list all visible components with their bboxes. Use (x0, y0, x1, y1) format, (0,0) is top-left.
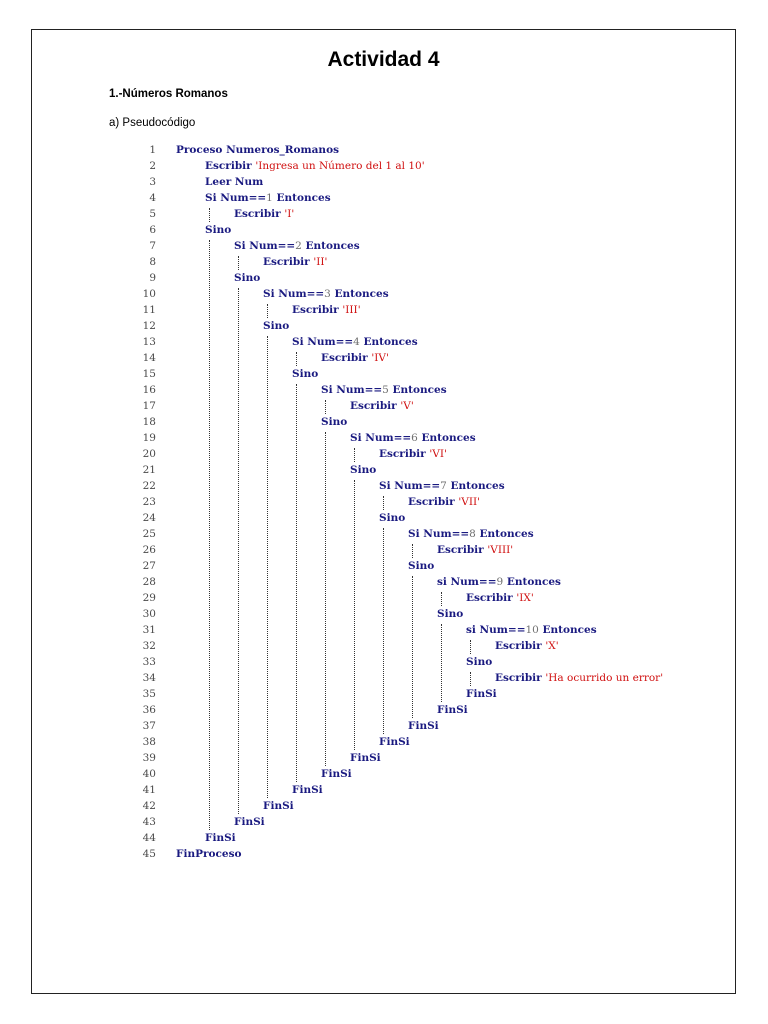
number-literal: 4 (353, 336, 360, 348)
number-literal: 2 (295, 240, 302, 252)
line-number: 38 (142, 736, 156, 748)
line-number: 8 (149, 256, 156, 268)
block-guide-line (267, 304, 268, 318)
keyword-token: si Num== (437, 576, 497, 588)
line-number: 13 (142, 336, 156, 348)
line-number: 34 (142, 672, 156, 684)
number-literal: 8 (469, 528, 476, 540)
string-literal: 'VII' (458, 496, 481, 508)
line-number: 26 (142, 544, 156, 556)
keyword-token: FinSi (263, 800, 294, 812)
number-literal: 5 (382, 384, 389, 396)
string-literal: 'I' (284, 208, 295, 220)
block-guide-line (354, 448, 355, 462)
block-guide-line (441, 624, 442, 702)
keyword-token: Sino (205, 224, 232, 236)
block-guide-line (238, 256, 239, 270)
code-text (234, 238, 360, 254)
subsection-heading: a) Pseudocódigo (109, 117, 196, 129)
code-text (437, 542, 513, 558)
keyword-token: Escribir (379, 448, 430, 460)
line-number: 36 (142, 704, 156, 716)
keyword-token: Sino (437, 608, 464, 620)
line-number: 24 (142, 512, 156, 524)
keyword-token: Si Num== (321, 384, 383, 396)
document-page (31, 29, 736, 994)
code-text (408, 526, 534, 542)
keyword-token: FinSi (437, 704, 468, 716)
pseudocode-listing (112, 142, 732, 872)
code-text (234, 814, 265, 830)
code-text (350, 462, 376, 478)
line-number: 29 (142, 592, 156, 604)
string-literal: 'III' (342, 304, 361, 316)
line-number: 33 (142, 656, 156, 668)
code-text (321, 350, 389, 366)
number-literal: 6 (411, 432, 418, 444)
code-text (263, 286, 389, 302)
keyword-token: Proceso Numeros_Romanos (176, 144, 339, 156)
number-literal: 7 (440, 480, 447, 492)
keyword-token: FinSi (350, 752, 381, 764)
keyword-token: Sino (234, 272, 261, 284)
block-guide-line (412, 576, 413, 718)
code-text (495, 670, 663, 686)
line-number: 32 (142, 640, 156, 652)
code-text (466, 654, 492, 670)
block-guide-line (325, 400, 326, 414)
keyword-token: Sino (408, 560, 435, 572)
code-text (437, 574, 561, 590)
block-guide-line (383, 528, 384, 734)
code-text (321, 414, 347, 430)
line-number: 37 (142, 720, 156, 732)
keyword-token: Escribir (408, 496, 459, 508)
line-number: 11 (142, 304, 156, 316)
code-text (292, 302, 361, 318)
block-guide-line (412, 544, 413, 558)
keyword-token: Entonces (503, 576, 561, 588)
line-number: 4 (149, 192, 156, 204)
keyword-token: Escribir (495, 640, 546, 652)
keyword-token: FinProceso (176, 848, 242, 860)
line-number: 3 (149, 176, 156, 188)
line-number: 16 (142, 384, 156, 396)
code-text (379, 478, 505, 494)
keyword-token: Entonces (446, 480, 505, 492)
block-guide-line (267, 336, 268, 798)
line-number: 22 (142, 480, 156, 492)
line-number: 2 (149, 160, 156, 172)
string-literal: 'IX' (516, 592, 534, 604)
line-number: 40 (142, 768, 156, 780)
block-guide-line (470, 640, 471, 654)
number-literal: 3 (324, 288, 331, 300)
keyword-token: Entonces (417, 432, 476, 444)
code-text (263, 318, 289, 334)
block-guide-line (238, 288, 239, 814)
keyword-token: si Num== (466, 624, 526, 636)
keyword-token: FinSi (408, 720, 439, 732)
code-text (437, 606, 463, 622)
code-text (263, 798, 294, 814)
line-number: 42 (142, 800, 156, 812)
keyword-token: Sino (379, 512, 406, 524)
code-text (321, 766, 352, 782)
code-text (234, 270, 260, 286)
line-number: 14 (142, 352, 156, 364)
line-number: 35 (142, 688, 156, 700)
keyword-token: Entonces (301, 240, 360, 252)
code-text (205, 158, 425, 174)
code-text (205, 190, 331, 206)
code-text (379, 446, 447, 462)
line-number: 15 (142, 368, 156, 380)
line-number: 23 (142, 496, 156, 508)
code-text (350, 398, 414, 414)
number-literal: 9 (496, 576, 504, 588)
keyword-token: Entonces (359, 336, 418, 348)
line-number: 18 (142, 416, 156, 428)
code-text (408, 718, 439, 734)
code-text (466, 590, 534, 606)
keyword-token: Sino (466, 656, 493, 668)
keyword-token: Sino (292, 368, 319, 380)
string-literal: 'IV' (371, 352, 389, 364)
document-title: Actividad 4 (327, 48, 440, 71)
keyword-token: Entonces (272, 192, 331, 204)
keyword-token: Escribir (437, 544, 488, 556)
block-guide-line (296, 384, 297, 782)
code-text (350, 430, 476, 446)
keyword-token: Si Num== (379, 480, 441, 492)
line-number: 1 (149, 144, 156, 156)
block-guide-line (383, 496, 384, 510)
code-text (379, 734, 410, 750)
line-number: 39 (142, 752, 156, 764)
keyword-token: FinSi (205, 832, 236, 844)
code-text (437, 702, 468, 718)
keyword-token: Entonces (475, 528, 534, 540)
keyword-token: Entonces (538, 624, 597, 636)
line-number: 27 (142, 560, 156, 572)
block-guide-line (209, 240, 210, 830)
keyword-token: Si Num== (205, 192, 267, 204)
line-number: 30 (142, 608, 156, 620)
code-text (205, 222, 231, 238)
code-text (292, 366, 318, 382)
string-literal: 'X' (545, 640, 559, 652)
line-number: 12 (142, 320, 156, 332)
string-literal: 'Ingresa un Número del 1 al 10' (255, 160, 425, 172)
code-text (292, 334, 418, 350)
keyword-token: Escribir (466, 592, 517, 604)
code-text (205, 174, 263, 190)
keyword-token: FinSi (234, 816, 265, 828)
line-number: 20 (142, 448, 156, 460)
line-number: 44 (142, 832, 156, 844)
code-text (408, 558, 434, 574)
code-text (263, 254, 327, 270)
keyword-token: Leer Num (205, 176, 264, 188)
line-number: 10 (142, 288, 156, 300)
code-text (466, 622, 597, 638)
keyword-token: FinSi (321, 768, 352, 780)
line-number: 6 (149, 224, 156, 236)
section-heading: 1.-Números Romanos (109, 88, 228, 100)
line-number: 9 (149, 272, 156, 284)
keyword-token: Si Num== (408, 528, 470, 540)
line-number: 45 (142, 848, 156, 860)
number-literal: 1 (266, 192, 273, 204)
code-text (292, 782, 323, 798)
keyword-token: FinSi (466, 688, 497, 700)
block-guide-line (209, 208, 210, 222)
keyword-token: Si Num== (350, 432, 412, 444)
keyword-token: Entonces (330, 288, 389, 300)
line-number: 31 (142, 624, 156, 636)
line-number: 21 (142, 464, 156, 476)
string-literal: 'V' (400, 400, 414, 412)
keyword-token: Escribir (350, 400, 401, 412)
keyword-token: Sino (350, 464, 377, 476)
keyword-token: Escribir (263, 256, 314, 268)
block-guide-line (296, 352, 297, 366)
line-number: 17 (142, 400, 156, 412)
keyword-token: FinSi (379, 736, 410, 748)
block-guide-line (325, 432, 326, 766)
line-number: 28 (142, 576, 156, 588)
keyword-token: Sino (321, 416, 348, 428)
code-text (176, 142, 339, 158)
code-text (321, 382, 447, 398)
string-literal: 'VI' (429, 448, 447, 460)
block-guide-line (470, 672, 471, 686)
keyword-token: Sino (263, 320, 290, 332)
code-text (408, 494, 480, 510)
code-text (205, 830, 236, 846)
keyword-token: Escribir (234, 208, 285, 220)
block-guide-line (441, 592, 442, 606)
line-number: 41 (142, 784, 156, 796)
line-number: 7 (149, 240, 156, 252)
keyword-token: Si Num== (234, 240, 296, 252)
block-guide-line (354, 480, 355, 750)
keyword-token: Escribir (292, 304, 343, 316)
string-literal: 'II' (313, 256, 328, 268)
line-number: 5 (149, 208, 156, 220)
code-text (466, 686, 497, 702)
string-literal: 'Ha ocurrido un error' (545, 672, 664, 684)
keyword-token: Escribir (205, 160, 256, 172)
code-text (234, 206, 294, 222)
code-text (379, 510, 405, 526)
number-literal: 10 (525, 624, 539, 636)
keyword-token: Entonces (388, 384, 447, 396)
string-literal: 'VIII' (487, 544, 514, 556)
keyword-token: Escribir (321, 352, 372, 364)
code-text (495, 638, 559, 654)
keyword-token: FinSi (292, 784, 323, 796)
keyword-token: Si Num== (292, 336, 354, 348)
line-number: 19 (142, 432, 156, 444)
keyword-token: Escribir (495, 672, 546, 684)
line-number: 43 (142, 816, 156, 828)
line-number: 25 (142, 528, 156, 540)
code-text (176, 846, 242, 862)
code-text (350, 750, 381, 766)
keyword-token: Si Num== (263, 288, 325, 300)
